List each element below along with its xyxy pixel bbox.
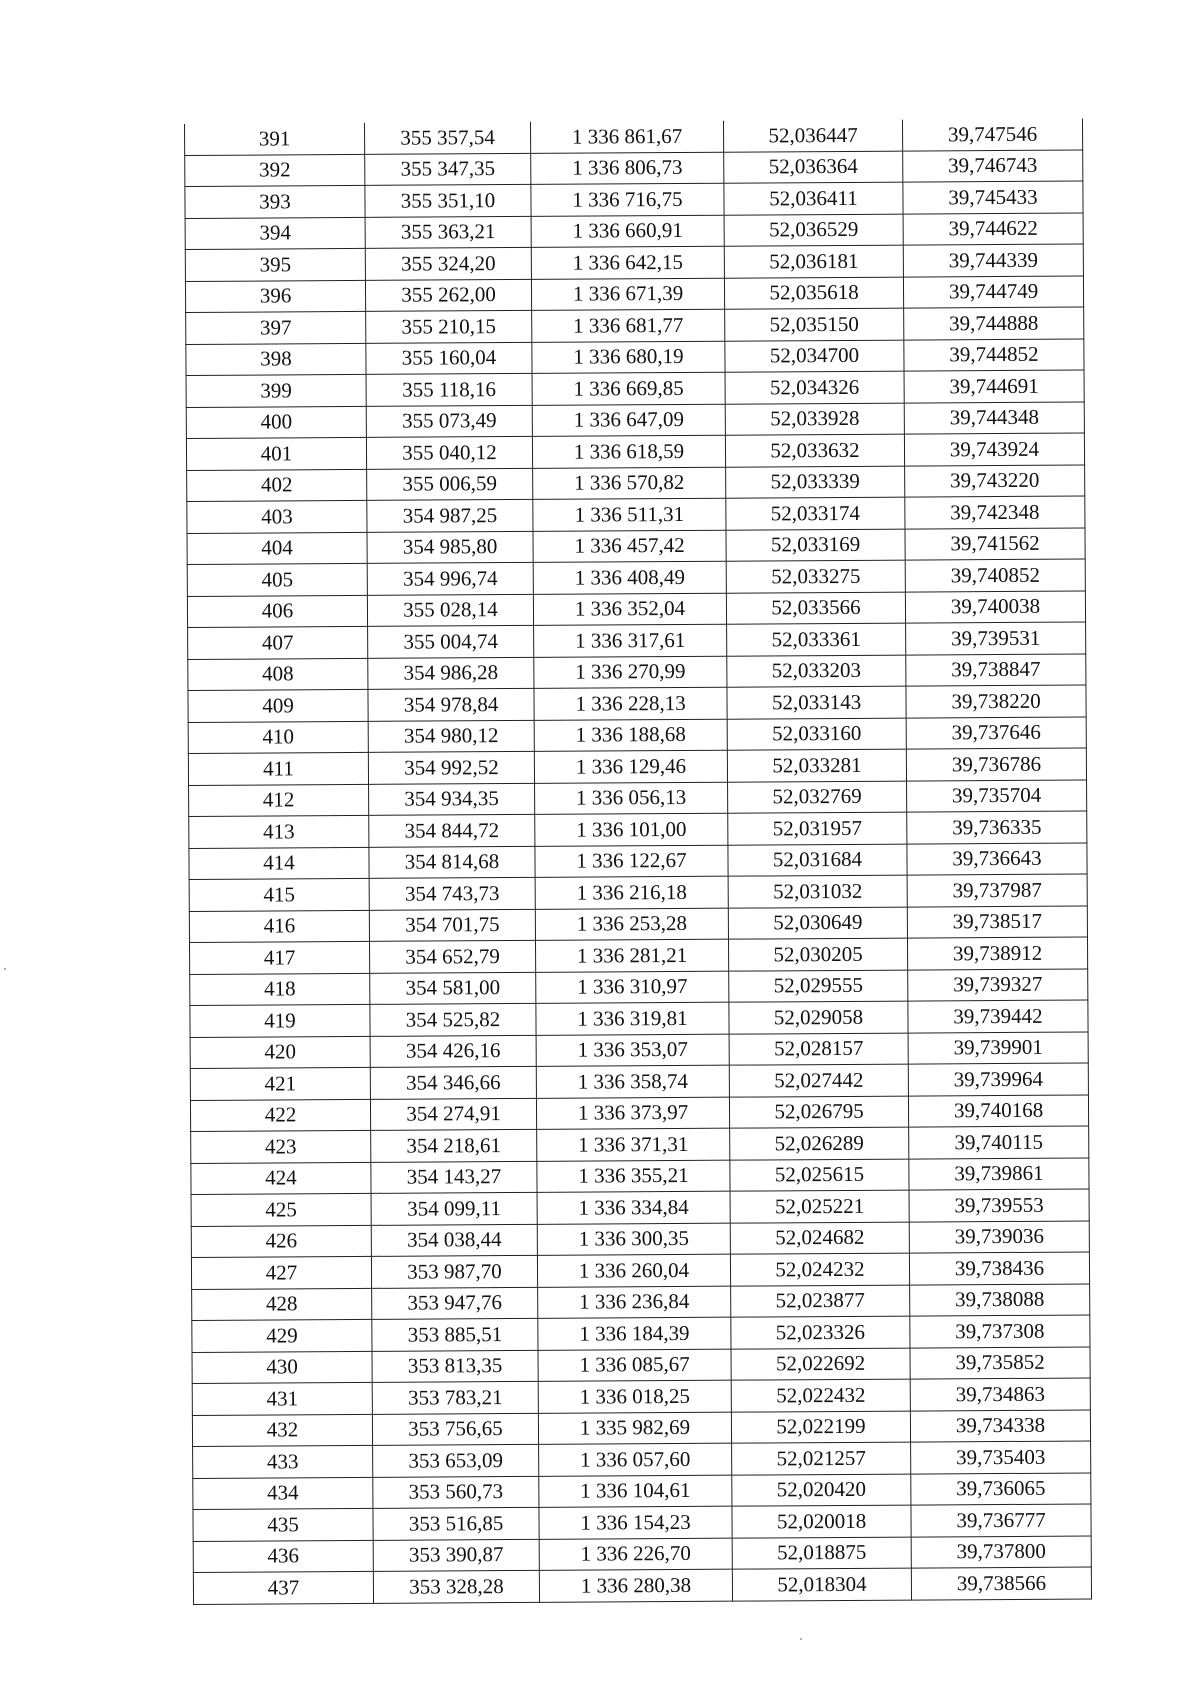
latitude-cell: 52,027442 — [729, 1064, 908, 1097]
latitude-cell: 52,026795 — [729, 1096, 908, 1129]
point-number-cell: 413 — [189, 815, 369, 848]
latitude-cell: 52,033174 — [726, 497, 905, 530]
point-number-cell: 416 — [189, 910, 369, 943]
longitude-cell: 39,737308 — [910, 1315, 1090, 1348]
longitude-cell: 39,744852 — [904, 339, 1084, 372]
point-number-cell: 404 — [187, 532, 367, 565]
point-number-cell: 405 — [187, 563, 367, 596]
latitude-cell: 52,034700 — [725, 340, 904, 373]
point-number-cell: 423 — [191, 1130, 371, 1163]
x-coordinate-cell: 353 756,65 — [372, 1413, 538, 1446]
point-number-cell: 432 — [192, 1414, 372, 1447]
latitude-cell: 52,032769 — [728, 781, 907, 814]
y-coordinate-cell: 1 336 228,13 — [534, 687, 727, 720]
point-number-cell: 415 — [189, 878, 369, 911]
x-coordinate-cell: 354 934,35 — [369, 783, 535, 816]
longitude-cell: 39,740168 — [908, 1094, 1088, 1127]
point-number-cell: 434 — [193, 1477, 373, 1510]
x-coordinate-cell: 354 743,73 — [369, 877, 535, 910]
point-number-cell: 425 — [191, 1193, 371, 1226]
y-coordinate-cell: 1 336 457,42 — [533, 530, 726, 563]
scan-speck — [800, 1638, 802, 1640]
latitude-cell: 52,033361 — [727, 623, 906, 656]
longitude-cell: 39,734863 — [910, 1378, 1090, 1411]
point-number-cell: 418 — [190, 973, 370, 1006]
longitude-cell: 39,746743 — [903, 150, 1083, 183]
latitude-cell: 52,034326 — [725, 371, 904, 404]
latitude-cell: 52,025221 — [730, 1190, 909, 1223]
x-coordinate-cell: 354 985,80 — [367, 531, 533, 564]
x-coordinate-cell: 354 980,12 — [368, 720, 534, 753]
point-number-cell: 436 — [193, 1540, 373, 1573]
y-coordinate-cell: 1 336 618,59 — [532, 435, 725, 468]
latitude-cell: 52,033160 — [727, 718, 906, 751]
longitude-cell: 39,737987 — [907, 874, 1087, 907]
y-coordinate-cell: 1 336 188,68 — [534, 719, 727, 752]
y-coordinate-cell: 1 336 184,39 — [538, 1317, 731, 1350]
y-coordinate-cell: 1 336 352,04 — [533, 593, 726, 626]
x-coordinate-cell: 353 783,21 — [372, 1381, 538, 1414]
x-coordinate-cell: 353 390,87 — [373, 1539, 539, 1572]
longitude-cell: 39,740038 — [905, 591, 1085, 624]
point-number-cell: 408 — [188, 658, 368, 691]
y-coordinate-cell: 1 336 310,97 — [536, 971, 729, 1004]
longitude-cell: 39,738436 — [909, 1252, 1089, 1285]
point-number-cell: 395 — [185, 248, 365, 281]
latitude-cell: 52,030649 — [728, 907, 907, 940]
longitude-cell: 39,738912 — [907, 937, 1087, 970]
latitude-cell: 52,022199 — [731, 1411, 910, 1444]
longitude-cell: 39,738088 — [910, 1283, 1090, 1316]
latitude-cell: 52,018304 — [732, 1568, 911, 1601]
x-coordinate-cell: 354 426,16 — [370, 1035, 536, 1068]
longitude-cell: 39,738220 — [906, 685, 1086, 718]
point-number-cell: 403 — [187, 500, 367, 533]
latitude-cell: 52,033281 — [727, 749, 906, 782]
latitude-cell: 52,029555 — [729, 970, 908, 1003]
latitude-cell: 52,036411 — [724, 182, 903, 215]
point-number-cell: 412 — [189, 784, 369, 817]
y-coordinate-cell: 1 336 671,39 — [531, 278, 724, 311]
x-coordinate-cell: 354 996,74 — [367, 562, 533, 595]
point-number-cell: 402 — [187, 469, 367, 502]
point-number-cell: 411 — [188, 752, 368, 785]
x-coordinate-cell: 354 525,82 — [370, 1003, 536, 1036]
point-number-cell: 406 — [187, 595, 367, 628]
latitude-cell: 52,035150 — [725, 308, 904, 341]
point-number-cell: 430 — [192, 1351, 372, 1384]
longitude-cell: 39,745433 — [903, 181, 1083, 214]
x-coordinate-cell: 355 363,21 — [365, 216, 531, 249]
longitude-cell: 39,739861 — [909, 1157, 1089, 1190]
y-coordinate-cell: 1 336 642,15 — [531, 246, 724, 279]
point-number-cell: 419 — [190, 1004, 370, 1037]
latitude-cell: 52,036447 — [723, 120, 902, 152]
coordinates-table-body — [184, 119, 1091, 1604]
point-number-cell: 417 — [189, 941, 369, 974]
longitude-cell: 39,736643 — [907, 842, 1087, 875]
point-number-cell: 400 — [186, 406, 366, 439]
latitude-cell: 52,029058 — [729, 1001, 908, 1034]
y-coordinate-cell: 1 336 281,21 — [535, 939, 728, 972]
y-coordinate-cell: 1 336 270,99 — [534, 656, 727, 689]
latitude-cell: 52,033339 — [726, 466, 905, 499]
point-number-cell: 427 — [191, 1256, 371, 1289]
latitude-cell: 52,026289 — [730, 1127, 909, 1160]
x-coordinate-cell: 354 274,91 — [370, 1098, 536, 1131]
y-coordinate-cell: 1 336 681,77 — [532, 309, 725, 342]
y-coordinate-cell: 1 336 806,73 — [531, 152, 724, 185]
latitude-cell: 52,022432 — [731, 1379, 910, 1412]
longitude-cell: 39,735704 — [907, 779, 1087, 812]
latitude-cell: 52,031957 — [728, 812, 907, 845]
x-coordinate-cell: 355 118,16 — [366, 373, 532, 406]
longitude-cell: 39,735403 — [911, 1441, 1091, 1474]
y-coordinate-cell: 1 336 260,04 — [537, 1254, 730, 1287]
x-coordinate-cell: 355 028,14 — [367, 594, 533, 627]
y-coordinate-cell: 1 336 122,67 — [535, 845, 728, 878]
scan-speck — [4, 968, 6, 970]
longitude-cell: 39,744691 — [904, 370, 1084, 403]
x-coordinate-cell: 355 357,54 — [364, 122, 530, 154]
longitude-cell: 39,747546 — [902, 119, 1082, 151]
longitude-cell: 39,739964 — [908, 1063, 1088, 1096]
latitude-cell: 52,031032 — [728, 875, 907, 908]
x-coordinate-cell: 355 160,04 — [366, 342, 532, 375]
longitude-cell: 39,744622 — [903, 213, 1083, 246]
x-coordinate-cell: 354 701,75 — [369, 909, 535, 942]
x-coordinate-cell: 355 262,00 — [365, 279, 531, 312]
x-coordinate-cell: 355 351,10 — [365, 184, 531, 217]
coordinates-table — [184, 119, 1092, 1605]
y-coordinate-cell: 1 336 358,74 — [536, 1065, 729, 1098]
latitude-cell: 52,030205 — [728, 938, 907, 971]
point-number-cell: 407 — [188, 626, 368, 659]
latitude-cell: 52,036181 — [724, 245, 903, 278]
longitude-cell: 39,739327 — [908, 968, 1088, 1001]
x-coordinate-cell: 354 346,66 — [370, 1066, 536, 1099]
longitude-cell: 39,743220 — [905, 465, 1085, 498]
point-number-cell: 401 — [186, 437, 366, 470]
longitude-cell: 39,742348 — [905, 496, 1085, 529]
latitude-cell: 52,033143 — [727, 686, 906, 719]
longitude-cell: 39,738847 — [906, 654, 1086, 687]
x-coordinate-cell: 354 652,79 — [369, 940, 535, 973]
latitude-cell: 52,020420 — [732, 1474, 911, 1507]
x-coordinate-cell: 353 560,73 — [373, 1476, 539, 1509]
longitude-cell: 39,736335 — [907, 811, 1087, 844]
y-coordinate-cell: 1 336 371,31 — [537, 1128, 730, 1161]
longitude-cell: 39,735852 — [910, 1346, 1090, 1379]
x-coordinate-cell: 353 813,35 — [372, 1350, 538, 1383]
y-coordinate-cell: 1 336 317,61 — [534, 624, 727, 657]
longitude-cell: 39,737800 — [911, 1535, 1091, 1568]
point-number-cell: 431 — [192, 1382, 372, 1415]
point-number-cell: 424 — [191, 1162, 371, 1195]
y-coordinate-cell: 1 336 056,13 — [535, 782, 728, 815]
y-coordinate-cell: 1 336 355,21 — [537, 1160, 730, 1193]
x-coordinate-cell: 355 006,59 — [367, 468, 533, 501]
longitude-cell: 39,744348 — [904, 402, 1084, 435]
x-coordinate-cell: 354 099,11 — [371, 1192, 537, 1225]
latitude-cell: 52,024232 — [730, 1253, 909, 1286]
latitude-cell: 52,025615 — [730, 1159, 909, 1192]
latitude-cell: 52,035618 — [724, 277, 903, 310]
longitude-cell: 39,744749 — [903, 276, 1083, 309]
point-number-cell: 394 — [185, 217, 365, 250]
x-coordinate-cell: 354 814,68 — [369, 846, 535, 879]
longitude-cell: 39,744888 — [904, 307, 1084, 340]
latitude-cell: 52,036529 — [724, 214, 903, 247]
y-coordinate-cell: 1 336 408,49 — [533, 561, 726, 594]
x-coordinate-cell: 353 947,76 — [372, 1287, 538, 1320]
y-coordinate-cell: 1 336 216,18 — [535, 876, 728, 909]
latitude-cell: 52,036364 — [724, 151, 903, 184]
y-coordinate-cell: 1 336 057,60 — [539, 1443, 732, 1476]
longitude-cell: 39,737646 — [906, 717, 1086, 750]
point-number-cell: 410 — [188, 721, 368, 754]
latitude-cell: 52,033632 — [725, 434, 904, 467]
latitude-cell: 52,022692 — [731, 1348, 910, 1381]
longitude-cell: 39,740115 — [909, 1126, 1089, 1159]
y-coordinate-cell: 1 336 669,85 — [532, 372, 725, 405]
point-number-cell: 429 — [192, 1319, 372, 1352]
longitude-cell: 39,743924 — [904, 433, 1084, 466]
x-coordinate-cell: 355 040,12 — [366, 436, 532, 469]
longitude-cell: 39,734338 — [910, 1409, 1090, 1442]
y-coordinate-cell: 1 336 716,75 — [531, 183, 724, 216]
latitude-cell: 52,033275 — [726, 560, 905, 593]
y-coordinate-cell: 1 336 353,07 — [536, 1034, 729, 1067]
x-coordinate-cell: 355 073,49 — [366, 405, 532, 438]
table-row — [193, 1567, 1091, 1604]
x-coordinate-cell: 354 987,25 — [367, 499, 533, 532]
y-coordinate-cell: 1 336 319,81 — [536, 1002, 729, 1035]
longitude-cell: 39,736065 — [911, 1472, 1091, 1505]
point-number-cell: 399 — [186, 374, 366, 407]
x-coordinate-cell: 354 143,27 — [371, 1161, 537, 1194]
y-coordinate-cell: 1 336 104,61 — [539, 1475, 732, 1508]
latitude-cell: 52,028157 — [729, 1033, 908, 1066]
longitude-cell: 39,738566 — [911, 1567, 1091, 1600]
point-number-cell: 435 — [193, 1508, 373, 1541]
longitude-cell: 39,739553 — [909, 1189, 1089, 1222]
point-number-cell: 393 — [185, 185, 365, 218]
y-coordinate-cell: 1 336 300,35 — [537, 1223, 730, 1256]
y-coordinate-cell: 1 336 236,84 — [538, 1286, 731, 1319]
x-coordinate-cell: 354 218,61 — [371, 1129, 537, 1162]
x-coordinate-cell: 354 038,44 — [371, 1224, 537, 1257]
point-number-cell: 421 — [190, 1067, 370, 1100]
longitude-cell: 39,736777 — [911, 1504, 1091, 1537]
y-coordinate-cell: 1 336 373,97 — [536, 1097, 729, 1130]
latitude-cell: 52,031684 — [728, 844, 907, 877]
y-coordinate-cell: 1 336 253,28 — [535, 908, 728, 941]
latitude-cell: 52,033566 — [726, 592, 905, 625]
point-number-cell: 422 — [190, 1099, 370, 1132]
y-coordinate-cell: 1 336 570,82 — [533, 467, 726, 500]
y-coordinate-cell: 1 336 861,67 — [530, 121, 723, 153]
point-number-cell: 409 — [188, 689, 368, 722]
point-number-cell: 426 — [191, 1225, 371, 1258]
longitude-cell: 39,736786 — [906, 748, 1086, 781]
y-coordinate-cell: 1 336 101,00 — [535, 813, 728, 846]
x-coordinate-cell: 355 347,35 — [365, 153, 531, 186]
x-coordinate-cell: 354 992,52 — [368, 751, 534, 784]
y-coordinate-cell: 1 336 154,23 — [539, 1506, 732, 1539]
point-number-cell: 433 — [193, 1445, 373, 1478]
y-coordinate-cell: 1 336 680,19 — [532, 341, 725, 374]
point-number-cell: 420 — [190, 1036, 370, 1069]
longitude-cell: 39,739901 — [908, 1031, 1088, 1064]
latitude-cell: 52,033928 — [725, 403, 904, 436]
point-number-cell: 397 — [186, 311, 366, 344]
latitude-cell: 52,018875 — [732, 1537, 911, 1570]
x-coordinate-cell: 353 653,09 — [373, 1444, 539, 1477]
y-coordinate-cell: 1 336 280,38 — [539, 1569, 732, 1602]
y-coordinate-cell: 1 336 226,70 — [539, 1538, 732, 1571]
y-coordinate-cell: 1 336 018,25 — [538, 1380, 731, 1413]
longitude-cell: 39,739442 — [908, 1000, 1088, 1033]
x-coordinate-cell: 354 986,28 — [368, 657, 534, 690]
latitude-cell: 52,033169 — [726, 529, 905, 562]
point-number-cell: 396 — [185, 280, 365, 313]
longitude-cell: 39,739531 — [906, 622, 1086, 655]
x-coordinate-cell: 354 978,84 — [368, 688, 534, 721]
x-coordinate-cell: 353 885,51 — [372, 1318, 538, 1351]
latitude-cell: 52,023877 — [731, 1285, 910, 1318]
x-coordinate-cell: 355 324,20 — [365, 247, 531, 280]
y-coordinate-cell: 1 336 334,84 — [537, 1191, 730, 1224]
y-coordinate-cell: 1 336 129,46 — [534, 750, 727, 783]
x-coordinate-cell: 355 210,15 — [366, 310, 532, 343]
latitude-cell: 52,021257 — [732, 1442, 911, 1475]
x-coordinate-cell: 353 516,85 — [373, 1507, 539, 1540]
y-coordinate-cell: 1 336 647,09 — [532, 404, 725, 437]
point-number-cell: 398 — [186, 343, 366, 376]
y-coordinate-cell: 1 336 085,67 — [538, 1349, 731, 1382]
point-number-cell: 392 — [185, 154, 365, 187]
latitude-cell: 52,033203 — [727, 655, 906, 688]
point-number-cell: 391 — [184, 123, 364, 155]
longitude-cell: 39,741562 — [905, 528, 1085, 561]
point-number-cell: 428 — [192, 1288, 372, 1321]
longitude-cell: 39,738517 — [907, 905, 1087, 938]
x-coordinate-cell: 354 844,72 — [369, 814, 535, 847]
x-coordinate-cell: 355 004,74 — [368, 625, 534, 658]
longitude-cell: 39,739036 — [909, 1220, 1089, 1253]
longitude-cell: 39,740852 — [905, 559, 1085, 592]
x-coordinate-cell: 353 987,70 — [371, 1255, 537, 1288]
point-number-cell: 437 — [193, 1571, 373, 1604]
latitude-cell: 52,023326 — [731, 1316, 910, 1349]
y-coordinate-cell: 1 336 660,91 — [531, 215, 724, 248]
x-coordinate-cell: 353 328,28 — [373, 1570, 539, 1603]
longitude-cell: 39,744339 — [903, 244, 1083, 277]
latitude-cell: 52,020018 — [732, 1505, 911, 1538]
x-coordinate-cell: 354 581,00 — [370, 972, 536, 1005]
latitude-cell: 52,024682 — [730, 1222, 909, 1255]
y-coordinate-cell: 1 336 511,31 — [533, 498, 726, 531]
y-coordinate-cell: 1 335 982,69 — [538, 1412, 731, 1445]
point-number-cell: 414 — [189, 847, 369, 880]
